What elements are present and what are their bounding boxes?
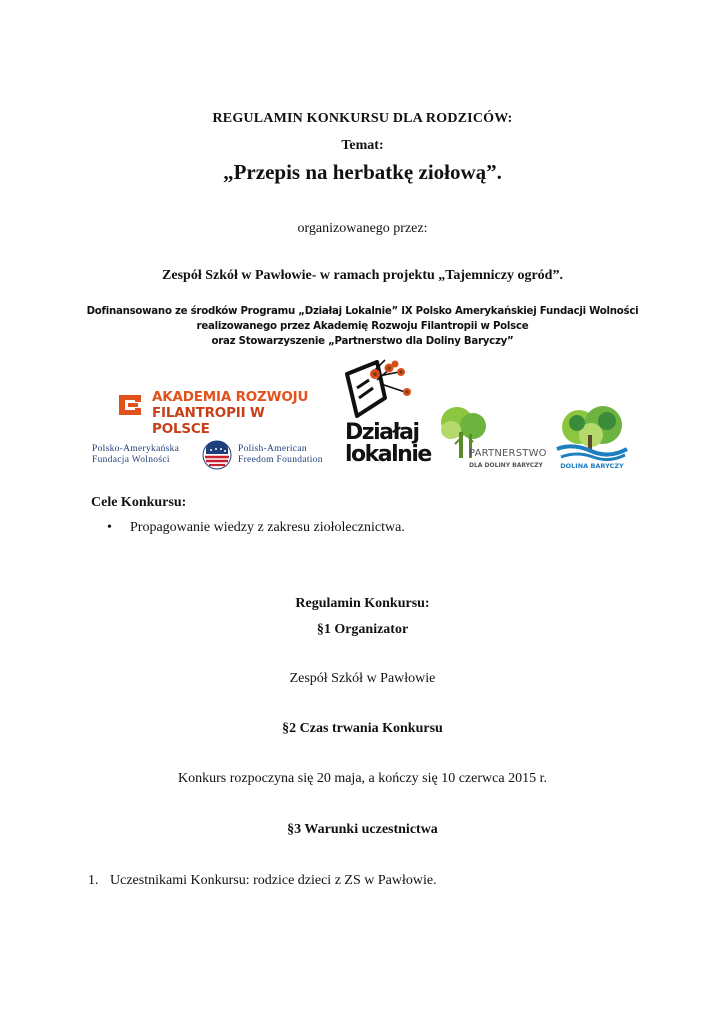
- paff-logo-polish: [92, 444, 200, 466]
- goal-bullet: •: [107, 520, 112, 535]
- funding-line-3: oraz Stowarzyszenie „Partnerstwo dla Doliny Baryczy”: [211, 336, 514, 347]
- dzialaj-line-1: Działaj: [345, 420, 419, 445]
- flower-basket-icon: [333, 358, 428, 428]
- dolina-label: DOLINA BARYCZY: [560, 462, 624, 470]
- funding-line-1: Dofinansowano ze środków Programu „Działaj Lokalnie” IX Polsko Amerykańskiej Fundacji Wolności: [86, 306, 639, 317]
- goals-heading: Cele Konkursu:: [91, 495, 187, 510]
- paff-logo-english: [238, 444, 348, 466]
- dolina-baryczy-logo: [553, 405, 631, 475]
- goal-item: Propagowanie wiedzy z zakresu ziołolecznictwa.: [130, 520, 405, 535]
- document-title: REGULAMIN KONKURSU DLA RODZICÓW:: [212, 111, 513, 126]
- section-1-heading: §1 Organizator: [316, 622, 409, 637]
- contest-topic: „Przepis na herbatkę ziołową”.: [223, 160, 502, 184]
- ard-logo: [116, 388, 316, 437]
- paff-en-line-2: Freedom Foundation: [238, 455, 323, 465]
- paff-flag-icon: [202, 440, 232, 470]
- condition-item: Uczestnikami Konkursu: rodzice dzieci z ZS w Pawłowie.: [110, 873, 437, 888]
- organized-by-label: organizowanego przez:: [297, 221, 428, 236]
- organizer-line: Zespół Szkół w Pawłowie- w ramach projektu „Tajemniczy ogród”.: [162, 268, 563, 283]
- section-2-text: Konkurs rozpoczyna się 20 maja, a kończy się 10 czerwca 2015 r.: [178, 771, 547, 786]
- funding-line-2: realizowanego przez Akademię Rozwoju Filantropii w Polsce: [196, 321, 529, 332]
- paff-en-line-1: Polish-American: [238, 444, 307, 454]
- section-2-heading: §2 Czas trwania Konkursu: [282, 721, 443, 736]
- dzialaj-line-2: lokalnie: [345, 442, 431, 467]
- trees-water-icon: [553, 405, 631, 461]
- paff-pl-line-1: Polsko-Amerykańska: [92, 444, 180, 454]
- partnerstwo-line-2: DLA DOLINY BARYCZY: [469, 462, 543, 469]
- ard-logo-line-2: FILANTROPII W POLSCE: [152, 405, 265, 437]
- partnerstwo-logo: [435, 404, 550, 476]
- ard-logo-line-1: AKADEMIA ROZWOJU: [152, 389, 309, 405]
- section-1-text: Zespół Szkół w Pawłowie: [289, 671, 436, 686]
- dzialaj-lokalnie-logo: [333, 358, 431, 473]
- rules-heading: Regulamin Konkursu:: [295, 596, 430, 611]
- condition-number: 1.: [88, 873, 99, 888]
- section-3-heading: §3 Warunki uczestnictwa: [287, 822, 438, 837]
- ard-bracket-icon: [116, 392, 144, 418]
- partnerstwo-line-1: PARTNERSTWO: [469, 448, 547, 459]
- paff-pl-line-2: Fundacja Wolności: [92, 455, 170, 465]
- topic-label: Temat:: [341, 138, 384, 153]
